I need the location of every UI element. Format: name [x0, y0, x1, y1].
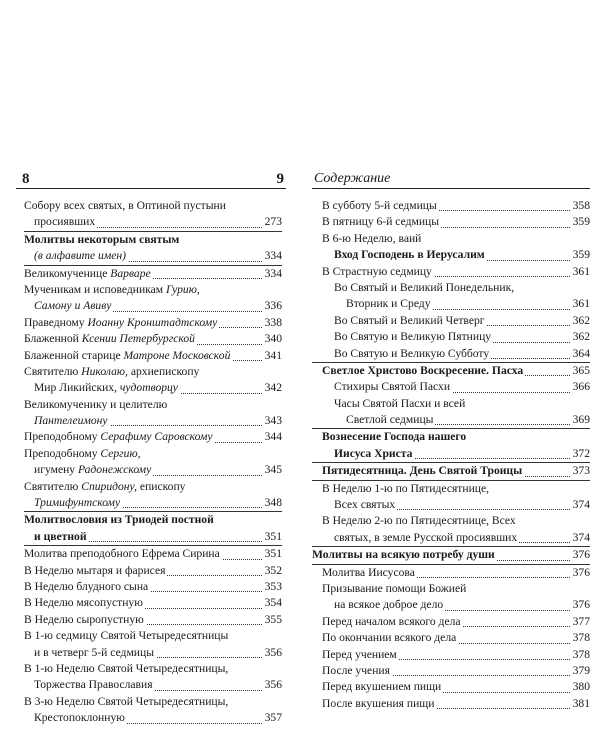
entry-text: Перед учением	[322, 647, 397, 661]
toc-entry-title	[24, 398, 169, 411]
saint-name: Самону и Авиву	[34, 299, 112, 313]
toc-entry	[312, 379, 590, 395]
toc-entry-title	[24, 316, 219, 329]
page-number: 8	[22, 171, 30, 187]
toc-entry-title	[34, 711, 127, 724]
toc-entry	[24, 413, 282, 429]
toc-entry-title	[322, 232, 423, 245]
toc-entry-title	[334, 397, 467, 410]
toc-entry-title	[334, 347, 491, 360]
toc-page-number: 362	[571, 329, 590, 345]
entry-text: и цветной	[34, 529, 87, 543]
toc-entry	[312, 630, 590, 646]
toc-page-number: 356	[263, 677, 282, 693]
toc-entry	[24, 710, 282, 726]
toc-entry	[24, 479, 282, 495]
toc-entry	[312, 679, 590, 695]
entry-text: Во Святый и Великий Понедельник,	[334, 280, 515, 294]
toc-entry-title	[334, 281, 516, 294]
entry-text: Призывание помощи Божией	[322, 581, 467, 595]
toc-entry-title	[334, 380, 452, 393]
toc-entry	[24, 612, 282, 628]
toc-page-number: 334	[263, 266, 282, 282]
entry-text: После вкушения пищи	[322, 696, 435, 710]
toc-page-number: 334	[263, 248, 282, 264]
entry-text: Праведному	[24, 315, 88, 329]
entry-text: Часы Святой Пасхи и всей	[334, 396, 466, 410]
toc-entry-title	[322, 697, 436, 710]
entry-text: на всякое доброе дело	[334, 598, 444, 612]
saint-name: Тримифунтскому	[34, 496, 121, 510]
saint-name: Николаю,	[81, 364, 128, 378]
saint-name: Матроне Московской	[123, 348, 231, 362]
toc-page-number: 374	[571, 497, 590, 513]
toc-entry	[24, 563, 282, 579]
toc-entry-title	[334, 248, 487, 261]
toc-page-number: 358	[571, 198, 590, 214]
toc-entry	[312, 497, 590, 513]
toc-entry-title	[322, 680, 443, 693]
toc-entry	[24, 545, 282, 562]
toc-entry-title	[322, 615, 463, 628]
toc-entry-title	[322, 215, 441, 228]
toc-entry	[24, 248, 282, 264]
toc-page-number: 373	[571, 463, 590, 479]
entry-text: Молитва Иисусова	[322, 565, 415, 579]
toc-entry-title	[322, 566, 417, 579]
toc-page-number: 362	[571, 313, 590, 329]
toc-page-number: 357	[263, 710, 282, 726]
entry-text: Стихиры Святой Пасхи	[334, 380, 451, 394]
toc-entry-title	[34, 463, 153, 476]
toc-entry	[312, 247, 590, 263]
entry-text: В Неделю сыропустную	[24, 612, 144, 626]
entry-text: Во Святую и Великую Пятницу	[334, 330, 492, 344]
entry-text: Молитвы на всякую потребу души	[312, 548, 495, 562]
entry-text: Перед вкушением пищи	[322, 680, 442, 694]
toc-page-number: 381	[571, 696, 590, 712]
toc-entry	[312, 647, 590, 663]
entry-text: Вторник и Среду	[346, 297, 431, 311]
toc-entry	[24, 298, 282, 314]
entry-text: Пятидесятница. День Святой Троицы	[322, 464, 523, 478]
toc-page-number: 361	[571, 296, 590, 312]
toc-entry-title	[322, 582, 468, 595]
toc-page-number: 342	[263, 380, 282, 396]
toc-page-number: 348	[263, 495, 282, 511]
toc-entry-title	[24, 447, 143, 460]
saint-name: Пантелеимону	[34, 414, 108, 428]
toc-entry-title	[334, 531, 519, 544]
toc-page-number: 352	[263, 563, 282, 579]
entry-text: В Неделю блудного сына	[24, 579, 149, 593]
entry-text: В Неделю 1-ю по Пятидесятнице,	[322, 481, 490, 495]
toc-entry	[24, 628, 282, 644]
toc-entry-title	[24, 332, 197, 345]
entry-text: Всех святых	[334, 498, 396, 512]
toc-page-number: 378	[571, 647, 590, 663]
toc-entry	[312, 313, 590, 329]
toc-entry-title	[334, 498, 397, 511]
toc-entry-title	[24, 283, 202, 296]
entry-text: В Неделю мытаря и фарисея	[24, 563, 166, 577]
toc-entry-title	[24, 547, 222, 560]
entry-text: Вознесение Господа нашего	[322, 430, 467, 444]
toc-page-number: 336	[263, 298, 282, 314]
toc-entry	[312, 513, 590, 529]
toc-entry-title	[34, 215, 97, 228]
toc-page-number: 372	[571, 446, 590, 462]
toc-entry	[24, 397, 282, 413]
entry-text: Молитвословия из Триодей постной	[24, 513, 214, 527]
toc-entry	[24, 282, 282, 298]
entry-text: Крестопоклонную	[34, 711, 125, 725]
toc-page-number: 355	[263, 612, 282, 628]
entry-text: архиепископу	[127, 364, 200, 378]
toc-entry	[24, 364, 282, 380]
toc-page-number: 369	[571, 412, 590, 428]
entry-text: Во Святый и Великий Четверг	[334, 313, 485, 327]
toc-page-number: 351	[263, 529, 282, 545]
entry-text: Преподобному	[24, 430, 101, 444]
toc-entry-title	[34, 414, 110, 427]
entry-text: Перед началом всякого дела	[322, 614, 461, 628]
toc-entry	[312, 231, 590, 247]
toc-entry-title	[24, 199, 228, 212]
toc-entry	[24, 265, 282, 282]
toc-entry	[24, 529, 282, 545]
toc-entry	[312, 329, 590, 345]
toc-entry-title	[334, 314, 487, 327]
toc-entry	[24, 661, 282, 677]
toc-page-number: 353	[263, 579, 282, 595]
entry-text: Молитва преподобного Ефрема Сирина	[24, 547, 220, 561]
toc-entry	[312, 597, 590, 613]
toc-entry	[312, 198, 590, 214]
entry-text: В субботу 5-й седмицы	[322, 199, 437, 212]
toc-page-number: 354	[263, 595, 282, 611]
saint-name: Иоанну Кронштадтскому	[87, 315, 218, 329]
toc-list-right	[312, 198, 590, 712]
entry-text: В пятницу 6-й седмицы	[322, 215, 440, 229]
saint-name: (в алфавите имен)	[34, 249, 127, 263]
toc-entry-title	[24, 233, 181, 246]
entry-text: Преподобному	[24, 446, 101, 460]
entry-text: Мученикам и исповедникам	[24, 282, 167, 296]
toc-entry	[312, 428, 590, 445]
toc-entry	[24, 198, 282, 214]
toc-entry-title	[34, 299, 113, 312]
toc-entry-title	[24, 695, 230, 708]
toc-entry	[24, 348, 282, 364]
saint-name: Спиридону,	[81, 479, 138, 493]
toc-entry-title	[322, 364, 525, 377]
saint-name: Сергию,	[100, 446, 141, 460]
toc-entry	[312, 346, 590, 362]
toc-page-number: 366	[571, 379, 590, 395]
entry-text: В Неделю 2-ю по Пятидесятнице, Всех	[322, 514, 516, 528]
toc-entry-title	[34, 530, 89, 543]
toc-entry	[24, 495, 282, 511]
toc-entry	[312, 264, 590, 280]
page-number: 9	[276, 171, 284, 187]
saint-name: Радонежскому	[78, 463, 152, 477]
entry-text: епископу	[137, 479, 186, 493]
toc-entry	[24, 677, 282, 693]
header-rule	[16, 188, 286, 189]
toc-entry	[312, 546, 590, 563]
toc-entry-title	[34, 678, 155, 691]
toc-entry-title	[346, 413, 435, 426]
entry-text: Во Святую и Великую Субботу	[334, 346, 490, 360]
toc-page-number: 359	[571, 247, 590, 263]
toc-entry	[24, 231, 282, 248]
toc-entry	[312, 280, 590, 296]
running-title: Содержание	[314, 171, 391, 186]
toc-entry-title	[24, 349, 232, 362]
toc-entry	[312, 296, 590, 312]
toc-entry-title	[24, 662, 230, 675]
toc-page-number: 351	[263, 546, 282, 562]
toc-page-number: 359	[571, 214, 590, 230]
toc-entry-title	[34, 646, 156, 659]
toc-entry-title	[24, 513, 216, 526]
toc-entry	[24, 380, 282, 396]
toc-entry	[24, 462, 282, 478]
toc-entry	[24, 214, 282, 230]
toc-entry-title	[322, 482, 491, 495]
toc-entry-title	[24, 365, 201, 378]
entry-text: В 3-ю Неделю Святой Четыредесятницы,	[24, 694, 229, 708]
entry-text: и в четверг 5-й седмицы	[34, 645, 154, 659]
toc-entry-title	[312, 548, 497, 561]
toc-entry	[312, 214, 590, 230]
toc-page-number: 365	[571, 363, 590, 379]
entry-text: После учения	[322, 663, 390, 677]
toc-entry	[24, 511, 282, 528]
toc-entry-title	[334, 447, 414, 460]
toc-entry	[312, 446, 590, 462]
toc-page-number: 345	[263, 462, 282, 478]
toc-entry	[312, 530, 590, 546]
entry-text: Святителю	[24, 479, 82, 493]
saint-name: Серафиму Саровскому	[100, 430, 213, 444]
toc-entry	[312, 480, 590, 497]
toc-entry-title	[24, 596, 145, 609]
toc-entry	[24, 331, 282, 347]
toc-entry-title	[322, 648, 399, 661]
toc-entry-title	[24, 267, 153, 280]
toc-entry-title	[24, 480, 187, 493]
entry-text: Блаженной	[24, 332, 82, 346]
entry-text: В 1-ю Неделю Святой Четыредесятницы,	[24, 661, 229, 675]
toc-entry	[24, 645, 282, 661]
toc-entry-title	[34, 381, 180, 394]
entry-text: Блаженной старице	[24, 348, 124, 362]
entry-text: Святителю	[24, 364, 82, 378]
toc-entry-title	[322, 199, 439, 212]
toc-entry	[312, 362, 590, 379]
saint-name: Варваре	[110, 266, 151, 280]
toc-page-number: 378	[571, 630, 590, 646]
entry-text: По окончании всякого дела	[322, 631, 457, 645]
entry-text: Мир Ликийских,	[34, 381, 120, 395]
toc-page-number: 376	[571, 565, 590, 581]
entry-text: игумену	[34, 463, 78, 477]
entry-text: Светлой седмицы	[346, 413, 434, 427]
toc-entry-title	[322, 514, 518, 527]
entry-text: Великомученику и целителю	[24, 397, 168, 411]
entry-text: В 6-ю Неделю, ваий	[322, 231, 422, 245]
toc-page-number: 340	[263, 331, 282, 347]
entry-text: Иисуса Христа	[334, 446, 413, 460]
toc-page-number: 377	[571, 614, 590, 630]
toc-entry-title	[346, 297, 433, 310]
toc-entry	[312, 614, 590, 630]
toc-entry-title	[322, 664, 392, 677]
entry-text: В Неделю мясопустную	[24, 596, 143, 610]
toc-page-number: 380	[571, 679, 590, 695]
toc-entry-title	[24, 629, 230, 642]
toc-entry	[312, 663, 590, 679]
toc-entry	[24, 694, 282, 710]
toc-entry	[24, 579, 282, 595]
entry-text: Великомученице	[24, 266, 111, 280]
entry-text: В 1-ю седмицу Святой Четыредесятницы	[24, 629, 229, 643]
toc-entry-title	[334, 330, 493, 343]
toc-entry-title	[322, 265, 434, 278]
toc-entry	[312, 696, 590, 712]
toc-page-number: 341	[263, 348, 282, 364]
toc-entry-title	[24, 580, 150, 593]
toc-list-left	[24, 198, 282, 727]
entry-text: В Страстную седмицу	[322, 264, 432, 278]
toc-entry	[312, 396, 590, 412]
toc-entry	[24, 315, 282, 331]
toc-entry-title	[34, 496, 122, 509]
saint-name: чудотворцу	[119, 381, 178, 395]
toc-page-number: 344	[263, 429, 282, 445]
saint-name: Ксении Петербургской	[81, 332, 195, 346]
toc-entry	[312, 412, 590, 428]
toc-page-number: 361	[571, 264, 590, 280]
entry-text: Собору всех святых, в Оптиной пустыни	[24, 199, 226, 212]
entry-text: Светлое Христово Воскресение. Пасха	[322, 363, 524, 377]
toc-entry	[24, 446, 282, 462]
toc-page-number: 338	[263, 315, 282, 331]
toc-entry-title	[24, 613, 146, 626]
entry-text: Торжества Православия	[34, 678, 153, 692]
saint-name: Гурию,	[166, 282, 200, 296]
toc-page-number: 364	[571, 346, 590, 362]
toc-page-number: 374	[571, 530, 590, 546]
toc-page-number: 376	[571, 597, 590, 613]
toc-page-number: 379	[571, 663, 590, 679]
toc-entry-title	[34, 249, 128, 262]
toc-entry-title	[24, 564, 167, 577]
toc-entry	[312, 462, 590, 479]
toc-entry-title	[334, 598, 445, 611]
entry-text: просиявших	[34, 215, 96, 229]
header-rule	[312, 188, 590, 189]
entry-text: святых, в земле Русской просиявших	[334, 530, 518, 544]
toc-entry	[24, 595, 282, 611]
entry-text: Вход Господень в Иерусалим	[334, 248, 485, 262]
toc-page-number: 343	[263, 413, 282, 429]
toc-page-number: 273	[263, 214, 282, 230]
toc-page-number: 356	[263, 645, 282, 661]
toc-entry-title	[322, 430, 468, 443]
entry-text: Молитвы некоторым святым	[24, 232, 180, 246]
toc-page-number: 376	[571, 547, 590, 563]
toc-entry-title	[24, 430, 215, 443]
toc-entry	[24, 429, 282, 445]
toc-entry	[312, 581, 590, 597]
toc-entry-title	[322, 464, 524, 477]
toc-entry	[312, 564, 590, 581]
toc-entry-title	[322, 631, 458, 644]
